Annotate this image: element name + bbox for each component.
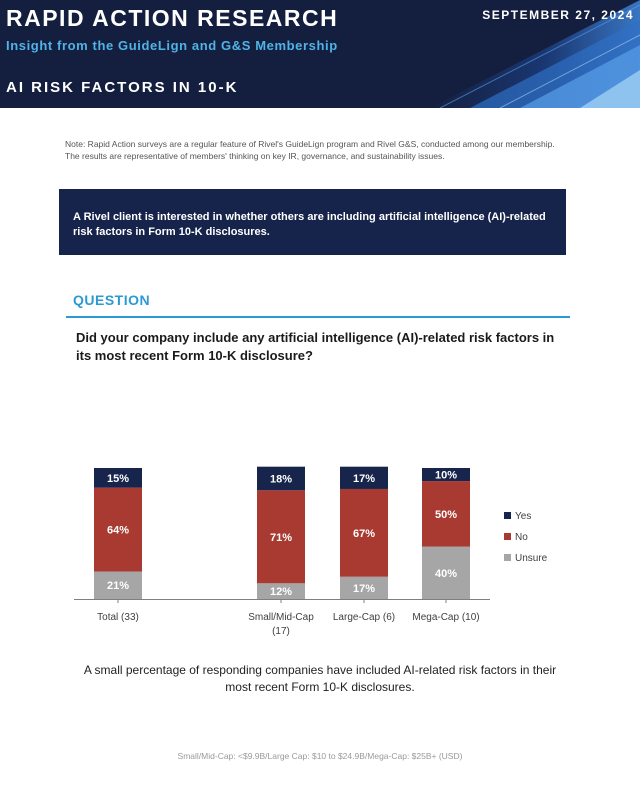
- methodology-note: Note: Rapid Action surveys are a regular feature of Rivel's GuideLign program and Rivel G&S, conducted among our membership. The results are representative of members' thinking on key IR, governance, and sustainability issues.: [65, 139, 555, 161]
- data-label-yes-mega-cap-10: 10%: [434, 469, 458, 482]
- x-tick-label-total-33: Total (33): [97, 612, 139, 623]
- question-text: Did your company include any artificial intelligence (AI)-related risk factors in its most recent Form 10-K disclosure?: [76, 330, 555, 363]
- data-label-unsure-total-33: 21%: [106, 580, 130, 593]
- data-label-yes-large-cap-6: 17%: [352, 472, 376, 485]
- market-cap-footnote: Small/Mid-Cap: <$9.9B/Large Cap: $10 to $24.9B/Mega-Cap: $25B+ (USD): [177, 751, 463, 761]
- report-series-title: RAPID ACTION RESEARCH: [6, 5, 339, 31]
- x-tick-label-mega-cap-10: Mega-Cap (10): [412, 612, 480, 623]
- summary-finding: A small percentage of responding companies have included AI-related risk factors in their most recent Form 10-K disclosures.: [83, 663, 557, 694]
- legend-swatch-no: [504, 533, 511, 540]
- data-label-unsure-mega-cap-10: 40%: [434, 567, 458, 580]
- data-label-yes-total-33: 15%: [106, 472, 130, 485]
- report-date: SEPTEMBER 27, 2024: [482, 8, 634, 22]
- legend-label-yes: Yes: [515, 511, 532, 522]
- x-tick-label-small-mid-cap-17-line2: (17): [272, 626, 290, 637]
- data-label-yes-small-mid-cap-17: 18%: [269, 473, 293, 486]
- question-heading: QUESTION: [73, 292, 151, 308]
- data-label-unsure-small-mid-cap-17: 12%: [269, 586, 293, 599]
- data-label-unsure-large-cap-6: 17%: [352, 582, 376, 595]
- legend-swatch-unsure: [504, 554, 511, 561]
- data-label-no-total-33: 64%: [106, 524, 130, 537]
- data-label-no-large-cap-6: 67%: [352, 527, 376, 540]
- legend-swatch-yes: [504, 512, 511, 519]
- legend-label-no: No: [515, 532, 528, 543]
- report-subtitle: Insight from the GuideLign and G&S Membership: [6, 38, 338, 53]
- legend-label-unsure: Unsure: [515, 553, 548, 564]
- data-label-no-small-mid-cap-17: 71%: [269, 531, 293, 544]
- data-label-no-mega-cap-10: 50%: [434, 508, 458, 521]
- x-tick-label-small-mid-cap-17: Small/Mid-Cap: [248, 612, 314, 623]
- report-topic: AI RISK FACTORS IN 10-K: [6, 79, 239, 96]
- x-tick-label-large-cap-6: Large-Cap (6): [332, 612, 396, 623]
- callout-text: A Rivel client is interested in whether others are including artificial intelligence (AI)-related risk factors in Form 10-K disclosures.: [73, 211, 546, 238]
